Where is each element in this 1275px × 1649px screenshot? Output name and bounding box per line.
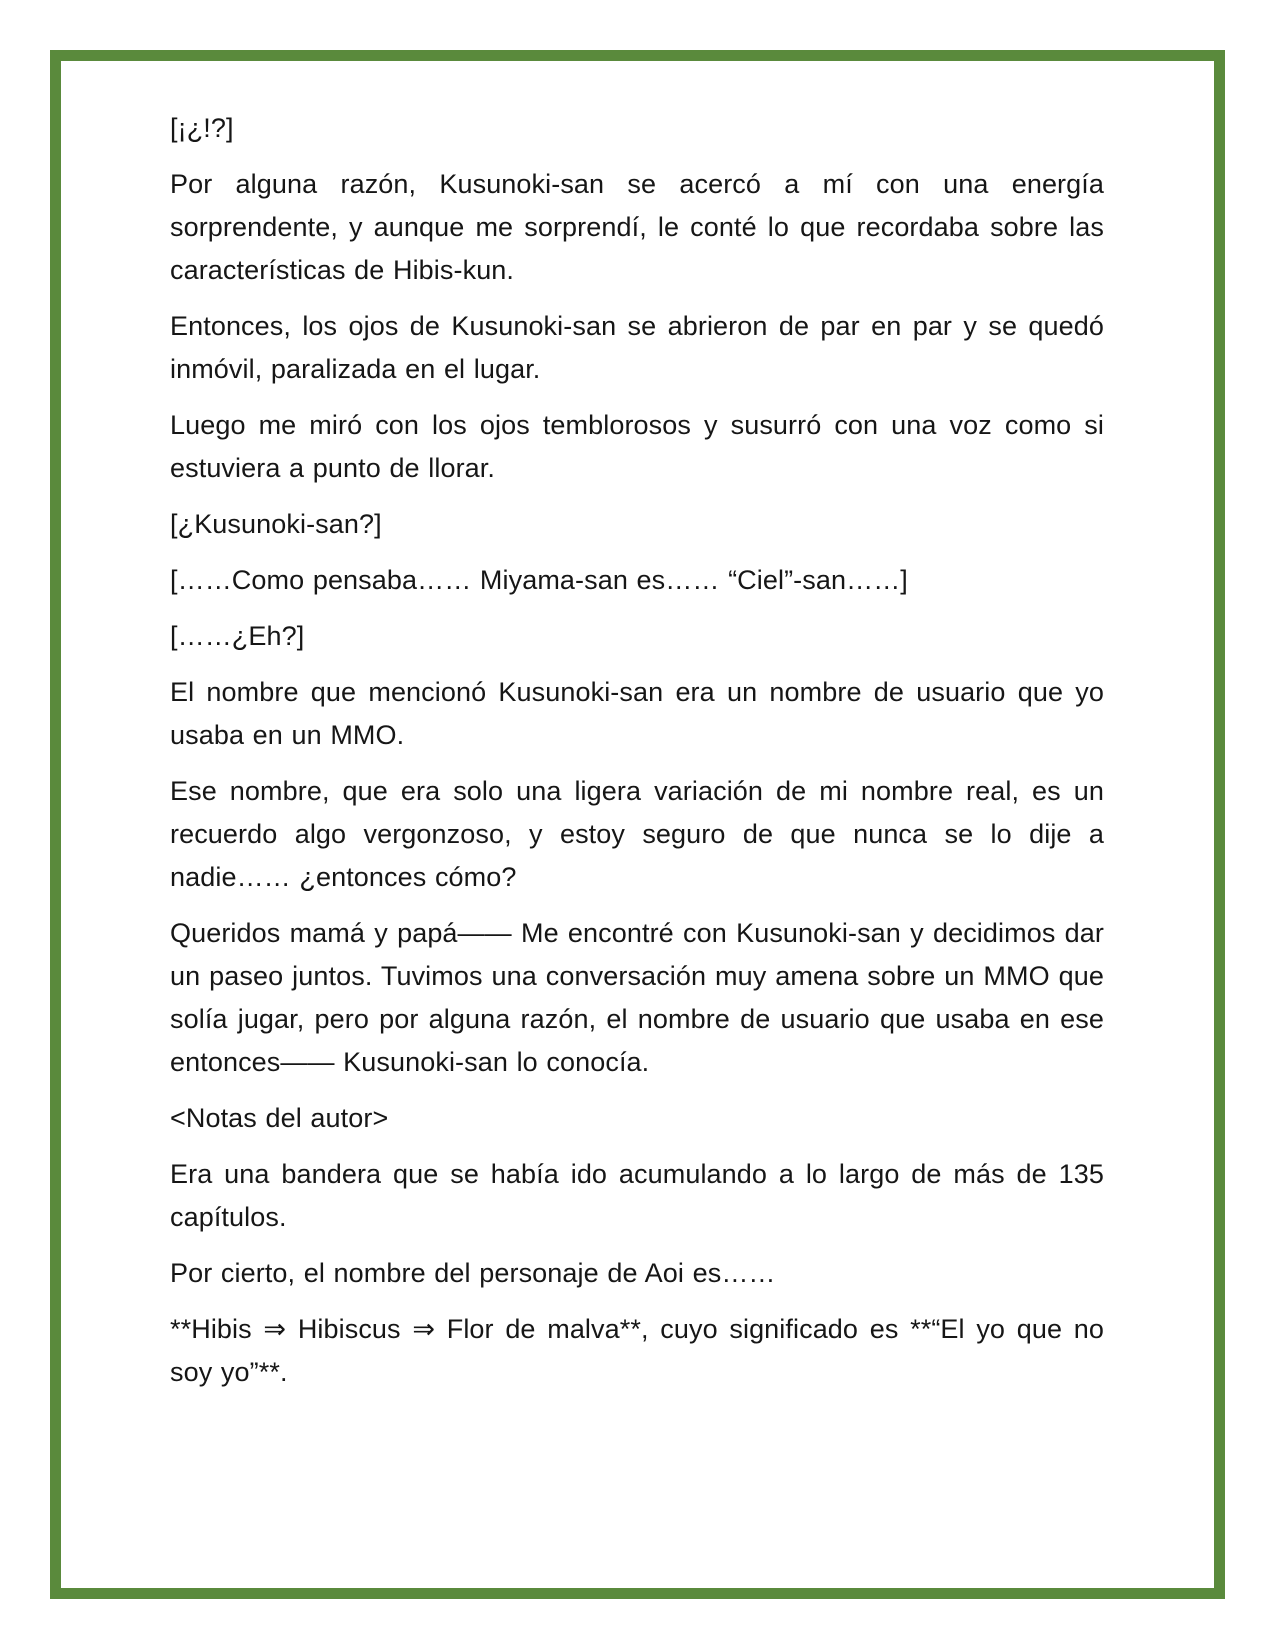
paragraph-author-notes-heading: <Notas del autor> [170,1103,389,1133]
paragraph: **Hibis ⇒ Hibiscus ⇒ Flor de malva**, cuyo significado es **“El yo que no soy yo”**. [170,1314,1104,1387]
paragraph: Por cierto, el nombre del personaje de Aoi es…… [170,1258,776,1288]
paragraph-dialogue: [……¿Eh?] [170,621,305,651]
paragraph: Entonces, los ojos de Kusunoki-san se abrieron de par en par y se quedó inmóvil, paralizada en el lugar. [170,311,1104,384]
paragraph-exclamation: [¡¿!?] [170,113,234,143]
page-border-frame [50,50,1225,1599]
paragraph: Luego me miró con los ojos temblorosos y susurró con una voz como si estuviera a punto de llorar. [170,410,1104,483]
paragraph: Era una bandera que se había ido acumulando a lo largo de más de 135 capítulos. [170,1159,1104,1232]
paragraph-dialogue: [……Como pensaba…… Miyama-san es…… “Ciel”-san……] [170,565,908,595]
paragraph: Por alguna razón, Kusunoki-san se acercó a mí con una energía sorprendente, y aunque me sorprendí, le conté lo que recordaba sobre las características de Hibis-kun. [170,169,1104,285]
paragraph-dialogue: [¿Kusunoki-san?] [170,509,382,539]
paragraph: Ese nombre, que era solo una ligera variación de mi nombre real, es un recuerdo algo vergonzoso, y estoy seguro de que nunca se lo dije a nadie…… ¿entonces cómo? [170,776,1104,892]
paragraph: Queridos mamá y papá—— Me encontré con Kusunoki-san y decidimos dar un paseo juntos. Tuvimos una conversación muy amena sobre un MMO que solía jugar, pero por alguna razón, el nombre de usuario que usaba en ese entonces—— Kusunoki-san lo conocía. [170,918,1104,1077]
paragraph: El nombre que mencionó Kusunoki-san era un nombre de usuario que yo usaba en un MMO. [170,677,1104,750]
document-text-area [61,61,1214,1588]
